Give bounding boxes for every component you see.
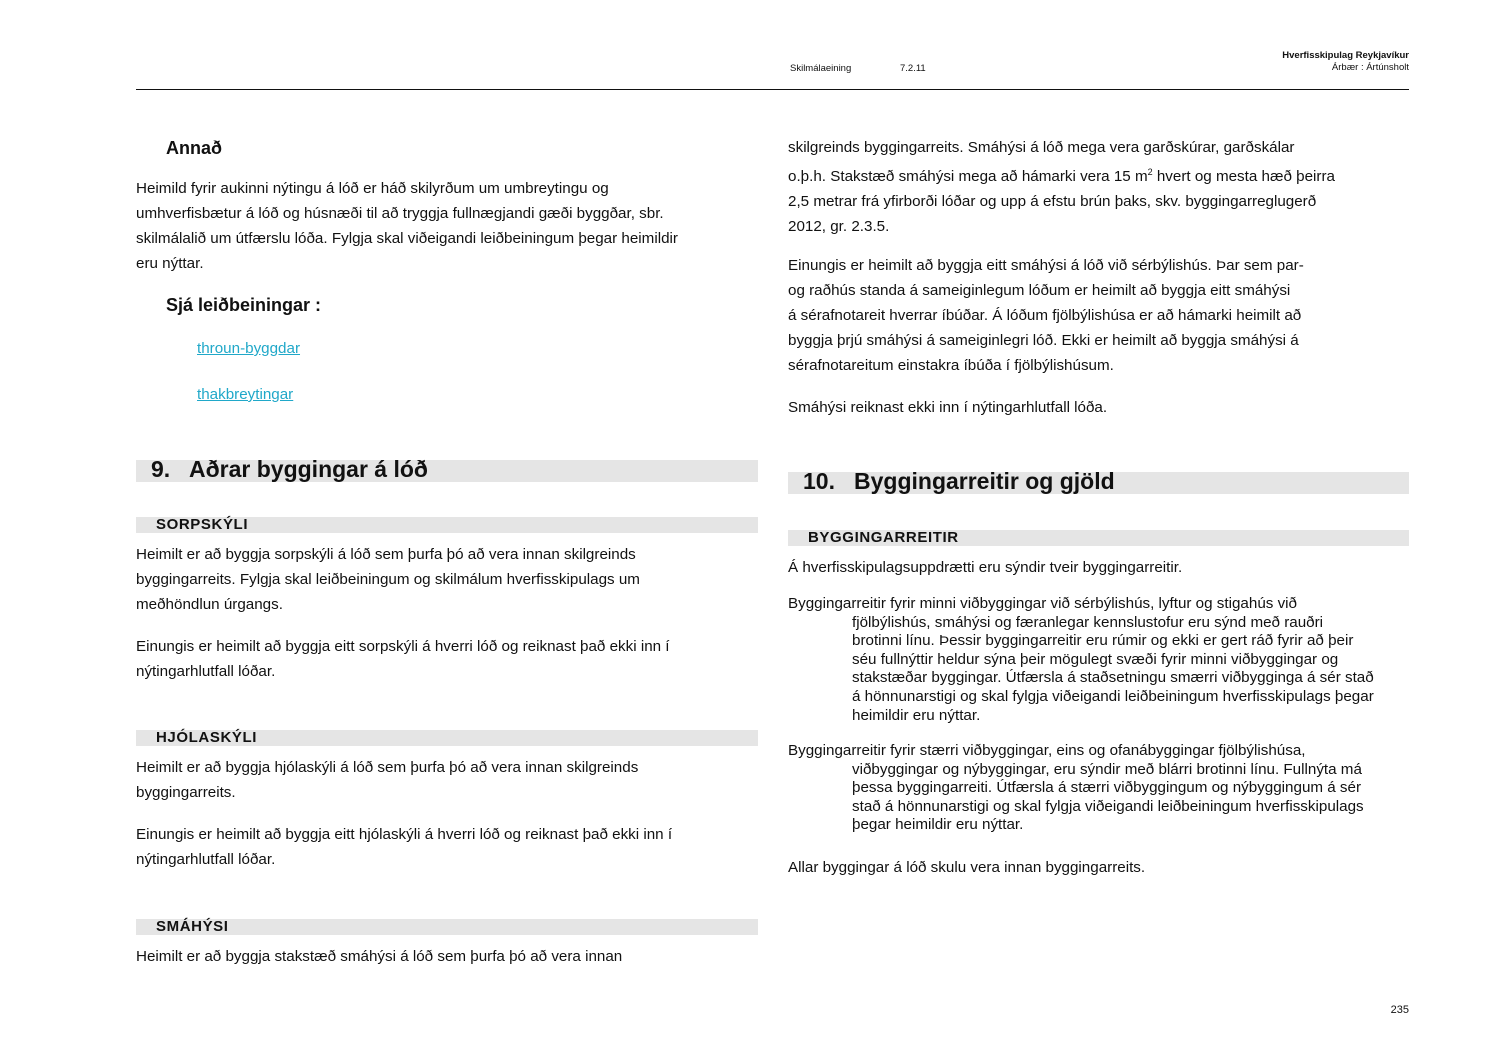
header-title-block <box>1282 50 1409 74</box>
text-line: skilgreinds byggingarreits. Smáhýsi á lóð mega vera garðskúrar, garðskálar <box>788 139 1295 156</box>
category-label: SMÁHÝSI <box>156 918 229 935</box>
text-line: byggingarreits. Fylgja skal leiðbeiningum og skilmálum hverfisskipulags um <box>136 571 640 588</box>
text-line: umhverfisbætur á lóð og húsnæði til að tryggja fullnægjandi gæði byggðar, sbr. <box>136 205 664 222</box>
byggingarreitir-item2 <box>788 742 1410 835</box>
section-9-title: Aðrar byggingar á lóð <box>189 456 428 482</box>
header-rule <box>136 89 1409 90</box>
text-line: Einungis er heimilt að byggja eitt hjólaskýli á hverri lóð og reiknast það ekki inn í <box>136 826 673 843</box>
text-line: Einungis er heimilt að byggja eitt smáhýsi á lóð við sérbýlishús. Þar sem par- <box>788 257 1304 274</box>
category-byggingarreitir <box>788 530 1409 546</box>
text-line: skilmálalið um útfærslu lóða. Fylgja skal viðeigandi leiðbeiningum þegar heimildir <box>136 230 678 247</box>
link-throun-byggdar[interactable]: throun-byggdar <box>197 340 301 357</box>
text-line: Smáhýsi reiknast ekki inn í nýtingarhlutfall lóða. <box>788 399 1108 416</box>
text-line: fjölbýlishús, smáhýsi og færanlegar kennslustofur eru sýnd með rauðri <box>852 613 1324 631</box>
text-line: heimildir eru nýttar. <box>852 706 981 724</box>
hjolaskyli-p1 <box>136 755 761 805</box>
text-fragment: hvert og mesta hæð þeirra <box>1152 168 1335 186</box>
text-line: Einungis er heimilt að byggja eitt sorpskýli á hverri lóð og reiknast það ekki inn í <box>136 638 670 655</box>
text-line: á hönnunarstigi og skal fylgja viðeigandi leiðbeiningum hverfisskipulags þegar <box>852 687 1374 705</box>
category-label: BYGGINGARREITIR <box>808 529 959 546</box>
annad-heading: Annað <box>166 138 222 158</box>
byggingarreitir-intro <box>788 555 1410 580</box>
text-line: stakstæðar byggingar. Útfærsla á staðsetningu smærri viðbygginga á sér stað <box>852 669 1374 687</box>
section-10-bar <box>788 468 1409 494</box>
text-line: þegar heimildir eru nýttar. <box>852 816 1024 834</box>
text-line: 2,5 metrar frá yfirborði lóðar og upp á efstu brún þaks, skv. byggingarreglugerð <box>788 193 1317 211</box>
text-line: Heimilt er að byggja stakstæð smáhýsi á lóð sem þurfa þó að vera innan <box>136 948 623 965</box>
header-title: Hverfisskipulag Reykjavíkur <box>1282 50 1409 61</box>
category-hjolaskyli <box>136 730 758 746</box>
text-line: eru nýttar. <box>136 255 204 272</box>
byggingarreitir-closing <box>788 855 1410 880</box>
smahysi-continued <box>788 135 1410 239</box>
category-label: HJÓLASKÝLI <box>156 729 258 746</box>
page-number: 235 <box>1390 1004 1409 1016</box>
section-10-title: Byggingarreitir og gjöld <box>854 468 1115 494</box>
text-line: og raðhús standa á sameiginlegum lóðum er heimilt að byggja eitt smáhýsi <box>788 282 1291 299</box>
text-line: Heimilt er að byggja hjólaskýli á lóð sem þurfa þó að vera innan skilgreinds <box>136 759 639 776</box>
text-line: Byggingarreitir fyrir stærri viðbyggingar, eins og ofanábyggingar fjölbýlishúsa, <box>788 742 1306 759</box>
text-line: byggja þrjú smáhýsi á sameiginlegri lóð. Ekki er heimilt að byggja smáhýsi á <box>788 332 1299 349</box>
text-line <box>788 160 1410 189</box>
byggingarreitir-item1 <box>788 595 1410 725</box>
section-9-number: 9. <box>151 456 171 482</box>
text-line: Allar byggingar á lóð skulu vera innan byggingarreits. <box>788 859 1146 876</box>
text-line: Heimild fyrir aukinni nýtingu á lóð er háð skilyrðum um umbreytingu og <box>136 180 609 197</box>
text-line: Á hverfisskipulagsuppdrætti eru sýndir tveir byggingarreitir. <box>788 559 1183 576</box>
text-line: brotinni línu. Þessir byggingarreitir eru rúmir og ekki er gert ráð fyrir að þeir <box>852 632 1354 650</box>
text-line: Heimilt er að byggja sorpskýli á lóð sem þurfa þó að vera innan skilgreinds <box>136 546 636 563</box>
header-unit-label: Skilmálaeining <box>790 63 852 74</box>
smahysi-p3 <box>788 395 1410 420</box>
text-fragment: o.þ.h. Stakstæð smáhýsi mega að hámarki vera 15 m <box>788 168 1148 186</box>
text-line: séu fullnýttir heldur sýna þeir mögulegt svæði fyrir minni viðbyggingar og <box>852 650 1339 668</box>
header-subtitle: Árbær : Ártúnsholt <box>1331 62 1409 73</box>
category-label: SORPSKÝLI <box>156 516 249 533</box>
text-line: Byggingarreitir fyrir minni viðbyggingar við sérbýlishús, lyftur og stigahús við <box>788 595 1297 612</box>
text-line: 2012, gr. 2.3.5. <box>788 218 890 236</box>
text-line: þessa byggingarreiti. Útfærsla á stærri viðbyggingum og nýbyggingum á sér <box>852 779 1362 797</box>
text-line: meðhöndlun úrgangs. <box>136 596 283 613</box>
smahysi-p1 <box>136 944 761 969</box>
text-line: á sérafnotareit hverrar íbúðar. Á lóðum fjölbýlishúsa er að hámarki heimilt að <box>788 307 1302 324</box>
text-line: nýtingarhlutfall lóðar. <box>136 851 276 868</box>
text-line: viðbyggingar og nýbyggingar, eru sýndir með blárri brotinni línu. Fullnýta má <box>852 760 1362 778</box>
superscript: 2 <box>1147 167 1153 177</box>
annad-paragraph <box>136 176 761 276</box>
section-10-number: 10. <box>803 468 835 494</box>
text-line: stað á hönnunarstigi og skal fylgja viðeigandi leiðbeiningum hverfisskipulags <box>852 797 1364 815</box>
text-line: sérafnotareitum einstakra íbúða í fjölbýlishúsum. <box>788 357 1114 374</box>
text-line: nýtingarhlutfall lóðar. <box>136 663 276 680</box>
guide-heading: Sjá leiðbeiningar : <box>166 295 322 315</box>
link-thakbreytingar[interactable]: thakbreytingar <box>197 386 294 403</box>
hjolaskyli-p2 <box>136 822 761 872</box>
category-smahysi <box>136 919 758 935</box>
sorpskyli-p2 <box>136 634 761 684</box>
category-sorpskyli <box>136 517 758 533</box>
header-unit-number: 7.2.11 <box>900 63 926 74</box>
smahysi-p2 <box>788 253 1410 378</box>
section-9-bar <box>136 456 758 482</box>
sorpskyli-p1 <box>136 542 761 617</box>
text-line: byggingarreits. <box>136 784 236 801</box>
